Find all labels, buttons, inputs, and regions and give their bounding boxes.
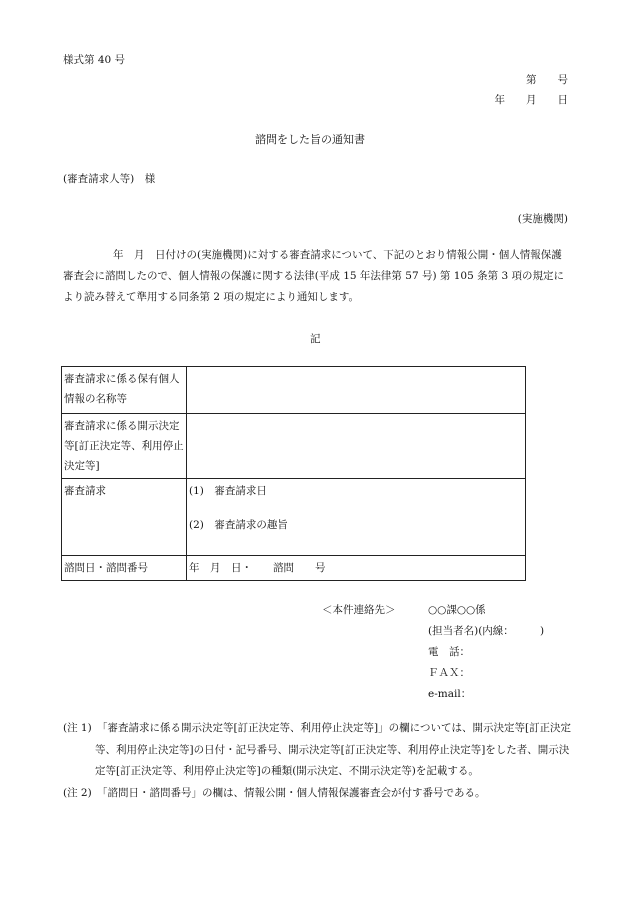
document-number: 第 号 [526,74,568,86]
document-title: 諮問をした旨の通知書 [255,133,365,146]
table-row [62,367,526,414]
table-label: 審査請求に係る保有個人情報の名称等 [62,367,187,414]
table-cell [187,414,526,479]
table-row [62,414,526,479]
contact-block [428,600,544,705]
form-number: 様式第 40 号 [63,54,126,66]
contact-person: (担当者名)(内線： ) [428,625,545,637]
body-paragraph: 年 月 日付けの(実施機関)に対する審査請求について、下記のとおり情報公開・個人情報保護審査会に諮問したので、個人情報の保護に関する法律(平成 15 年法律第 57 号) 第 105 条第 3 項の規定により読み替えて準用する同条第 2 項の規定により通知します。 [63,249,564,303]
contact-email: e-mail： [428,688,472,700]
table-label: 審査請求 [62,479,187,556]
contact-section: ○○課○○係 [428,604,486,616]
table-item: (1) 審査請求日 [189,485,267,497]
table-label: 諮問日・諮問番号 [62,556,187,581]
note-1: (注 1) 「審査請求に係る開示決定等[訂正決定等、利用停止決定等]」の欄については、開示決定等[訂正決定等、利用停止決定等]の日付・記号番号、開示決定等[訂正決定等、利用停止決定等]をした者、開示決定等[訂正決定等、利用停止決定等]の種類(開示決定、不開示決定等)を記載する。 [63,722,572,777]
issuer: (実施機関) [517,213,568,225]
table-item: (2) 審査請求の趣旨 [189,519,288,531]
note-2: (注 2) 「諮問日・諮問番号」の欄は、情報公開・個人情報保護審査会が付す番号である。 [63,786,486,799]
contact-heading: ＜本件連絡先＞ [322,604,396,616]
ki-heading: 記 [310,333,321,345]
table-cell [187,479,526,556]
contact-tel: 電 話： [428,646,470,658]
contact-fax: ＦＡＸ： [428,667,470,679]
addressee: (審査請求人等) 様 [63,173,156,185]
details-table [61,366,526,581]
table-row [62,556,526,581]
table-row [62,479,526,556]
table-cell [187,367,526,414]
document-date: 年 月 日 [494,94,568,106]
table-label: 審査請求に係る開示決定等[訂正決定等、利用停止決定等] [62,414,187,479]
notes [63,718,573,804]
table-cell: 年 月 日・ 諮問 号 [187,556,526,581]
